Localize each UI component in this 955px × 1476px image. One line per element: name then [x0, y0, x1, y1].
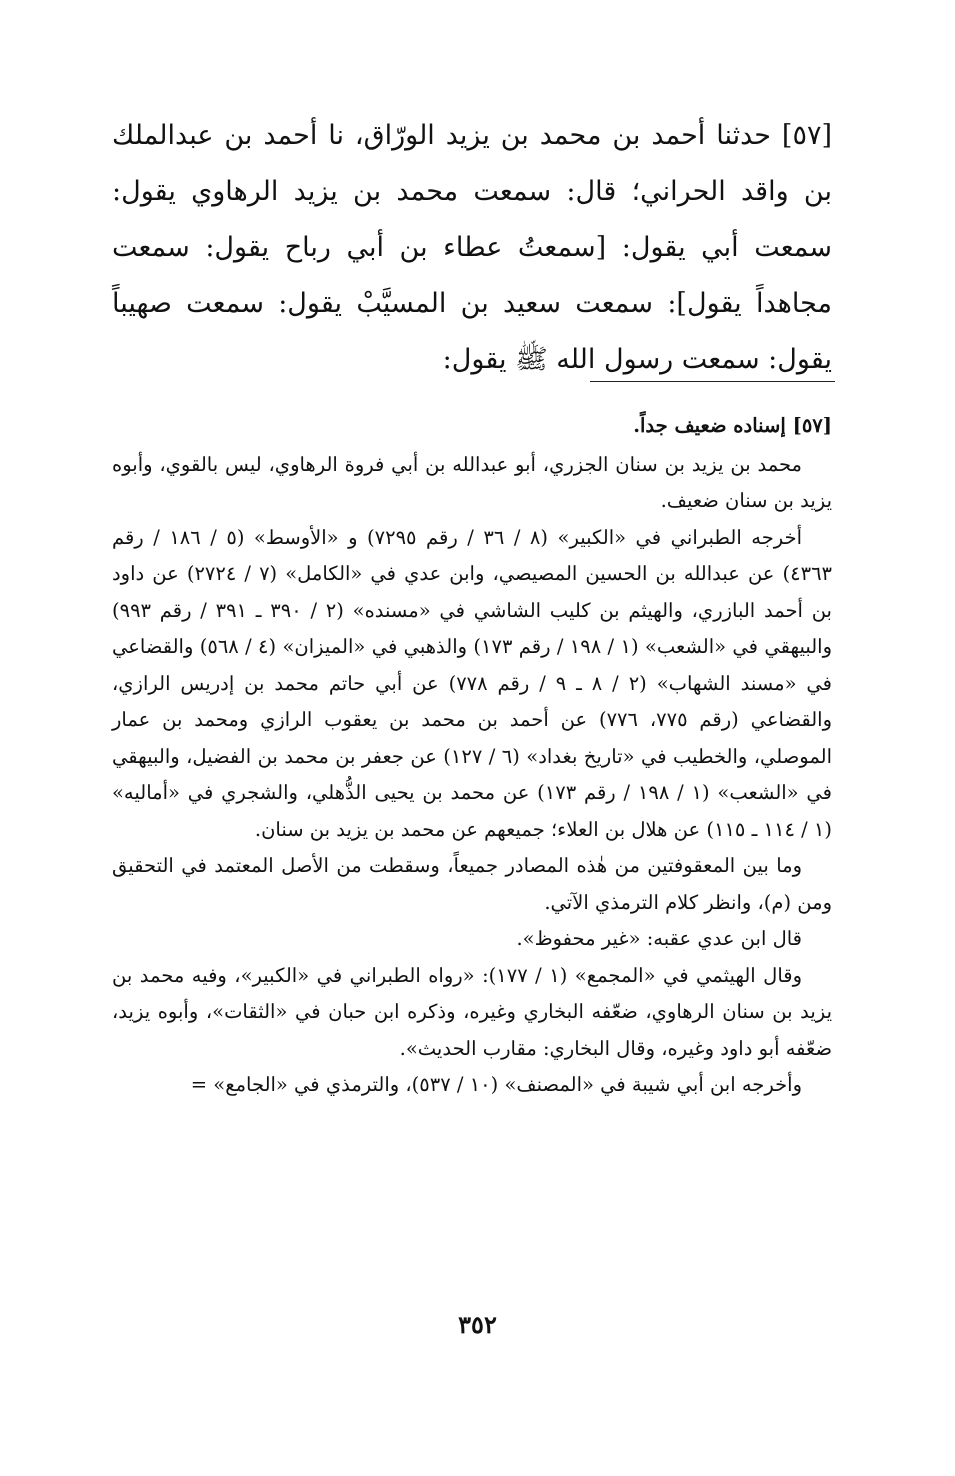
footnote-paragraph: محمد بن يزيد بن سنان الجزري، أبو عبدالله بن أبي فروة الرهاوي، ليس بالقوي، وأبوه يزيد بن سنان ضعيف.: [112, 452, 832, 512]
footnote-paragraph: وقال الهيثمي في «المجمع» (١ / ١٧٧): «رواه الطبراني في «الكبير»، وفيه محمد بن يزيد بن سنان الرهاوي، ضعّفه البخاري وغيره، وذكره ابن حبان في «الثقات»، وأبوه يزيد، ضعّفه أبو داود وغيره، وقال البخاري: مقارب الحديث».: [112, 963, 832, 1060]
footnote-paragraph: أخرجه الطبراني في «الكبير» (٨ / ٣٦ / رقم ٧٢٩٥) و «الأوسط» (٥ / ١٨٦ / رقم ٤٣٦٣) عن عبدالله بن الحسين المصيصي، وابن عدي في «الكامل» (٧ / ٢٧٢٤) عن داود بن أحمد البازري، والهيثم بن كليب الشاشي في «مسنده» (٢ / ٣٩٠ ـ ٣٩١ / رقم ٩٩٣) والبيهقي في «الشعب» (١ / ١٩٨ / رقم ١٧٣) والذهبي في «الميزان» (٤ / ٥٦٨) والقضاعي في «مسند الشهاب» (٢ / ٨ ـ ٩ / رقم ٧٧٨) عن أبي حاتم محمد بن إدريس الرازي، والقضاعي (رقم ٧٧٥، ٧٧٦) عن أحمد بن محمد بن يعقوب الرازي ومحمد بن عمار الموصلي، والخطيب في «تاريخ بغداد» (٦ / ١٢٧) عن جعفر بن محمد بن الفضيل، والبيهقي في «الشعب» (١ / ١٩٨ / رقم ١٧٣) عن محمد بن يحيى الذُّهلي، والشجري في «أماليه» (١ / ١١٤ ـ ١١٥) عن هلال بن العلاء؛ جميعهم عن محمد بن يزيد بن سنان.: [112, 525, 833, 841]
footnote-paragraph: وأخرجه ابن أبي شيبة في «المصنف» (١٠ / ٥٣٧)، والترمذي في «الجامع» =: [190, 1073, 802, 1096]
footnote-paragraph: قال ابن عدي عقبه: «غير محفوظ».: [516, 927, 802, 950]
hadith-main-text: [112, 108, 832, 388]
footnote-paragraph: وما بين المعقوفتين من هٰذه المصادر جميعاً، وسقطت من الأصل المعتمد في التحقيق ومن (م)، وانظر كلام الترمذي الآتي.: [112, 854, 832, 914]
page-number: ٣٥٢: [458, 1310, 497, 1339]
footnote-heading: [٥٧] إسناده ضعيف جداً.: [633, 414, 832, 437]
footnote-divider: [590, 381, 835, 382]
hadith-paragraph: [٥٧] حدثنا أحمد بن محمد بن يزيد الورّاق، نا أحمد بن عبدالملك بن واقد الحراني؛ قال: سمعت محمد بن يزيد الرهاوي يقول: سمعت أبي يقول: [سمعتُ عطاء بن أبي رباح يقول: سمعت مجاهداً يقول]: سمعت سعيد بن المسيَّبْ يقول: سمعت صهيباً يقول: سمعت رسول الله ﷺ يقول:: [112, 120, 832, 375]
footnotes: [112, 408, 832, 1104]
